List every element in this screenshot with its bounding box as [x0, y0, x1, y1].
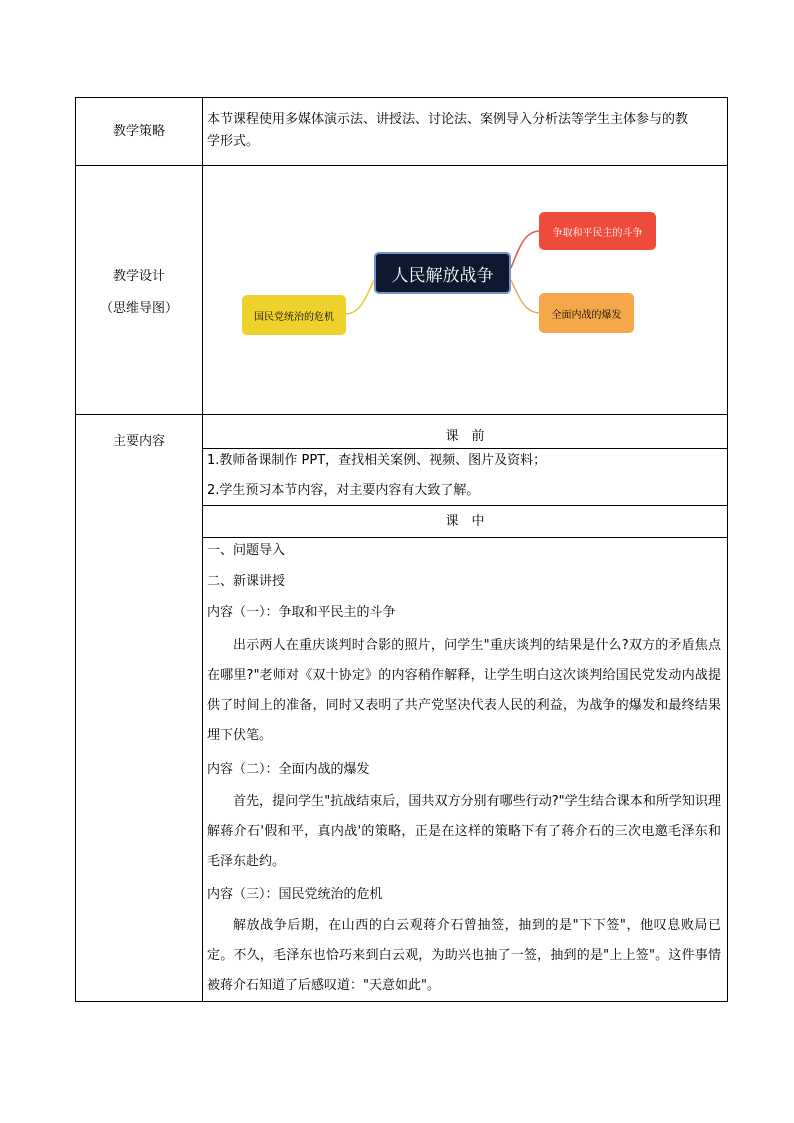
table-border-top: [75, 97, 728, 98]
table-row-divider: [75, 414, 728, 415]
design-label-sub: （思维导图）: [99, 301, 178, 316]
strategy-text-line2: 学形式。: [207, 134, 260, 149]
part3-title: 内容（三）：国民党统治的危机: [207, 887, 383, 902]
design-label: 教学设计: [112, 269, 165, 284]
strategy-label: 教学策略: [112, 124, 165, 139]
part1-title: 内容（一）：争取和平民主的斗争: [207, 605, 396, 620]
subrow-divider: [202, 537, 728, 538]
content-label: 主要内容: [112, 434, 165, 449]
mindmap-node-peace-struggle: 争取和平民主的斗争: [539, 212, 656, 250]
section-intro: 一、问题导入: [207, 543, 286, 558]
part3-text: 解放战争后期，在山西的白云观蒋介石曾抽签，抽到的是"下下签"，他叹息败局已定。不久，毛泽东也恰巧来到白云观，为助兴也抽了一签，抽到的是"上上签"。这件事情被蒋介石知道了后感叹道："天意如此"。: [207, 918, 721, 993]
before-class-heading: 课 前: [445, 429, 485, 444]
mindmap-node-kmt-crisis: 国民党统治的危机: [242, 295, 346, 335]
before-class-item-1: 1.教师备课制作 PPT，查找相关案例、视频、图片及资料；: [207, 453, 547, 468]
table-border-right: [727, 97, 728, 1002]
in-class-heading: 课 中: [445, 514, 485, 529]
table-divider-column: [202, 97, 203, 1002]
table-row-divider: [75, 165, 728, 166]
before-class-item-2: 2.学生预习本节内容，对主要内容有大致了解。: [207, 483, 480, 498]
mindmap-node-civil-war: 全面内战的爆发: [539, 293, 634, 333]
connector-right-top: [511, 231, 539, 268]
part2-text: 首先，提问学生"抗战结束后，国共双方分别有哪些行动?"学生结合课本和所学知识理解蒋介石'假和平，真内战'的策略，正是在这样的策略下有了蒋介石的三次电邀毛泽东和毛泽东赴约。: [207, 794, 721, 869]
mindmap-center-node: 人民解放战争: [374, 252, 511, 294]
table-border-left: [75, 97, 76, 1002]
part1-text: 出示两人在重庆谈判时合影的照片，问学生"重庆谈判的结果是什么?双方的矛盾焦点在哪里?"老师对《双十协定》的内容稍作解释，让学生明白这次谈判给国民党发动内战提供了时间上的准备，同时又表明了共产党坚决代表人民的利益，为战争的爆发和最终结果埋下伏笔。: [207, 638, 721, 743]
connector-right-bottom: [511, 280, 539, 313]
strategy-text-line1: 本节课程使用多媒体演示法、讲授法、讨论法、案例导入分析法等学生主体参与的教: [207, 112, 689, 127]
subrow-divider: [202, 505, 728, 506]
table-border-bottom: [75, 1001, 728, 1002]
part2-title: 内容（二）：全面内战的爆发: [207, 762, 370, 777]
section-new-lesson: 二、新课讲授: [207, 574, 286, 589]
connector-left: [346, 280, 374, 314]
